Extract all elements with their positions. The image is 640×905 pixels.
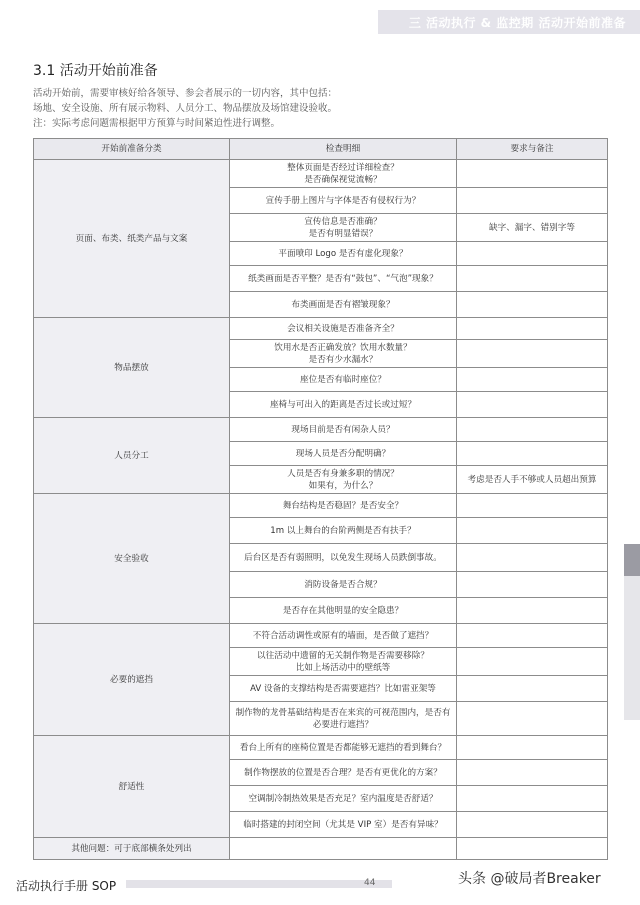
detail-cell [230, 736, 457, 760]
detail-cell [230, 786, 457, 812]
detail-cell [230, 188, 457, 214]
detail-cell [230, 242, 457, 266]
page-number: 44 [364, 878, 376, 888]
note-cell [457, 572, 608, 598]
category-cell: 必要的遮挡 [34, 624, 230, 736]
detail-cell [230, 392, 457, 418]
note-cell [457, 392, 608, 418]
detail-cell [230, 760, 457, 786]
side-tab-marker [624, 544, 640, 576]
footer-title: 活动执行手册 SOP [16, 879, 117, 893]
category-cell: 物品摆放 [34, 318, 230, 418]
detail-cell [230, 812, 457, 838]
note-cell [457, 624, 608, 648]
note-cell [457, 736, 608, 760]
intro-line: 注：实际考虑问题需根据甲方预算与时间紧迫性进行调整。 [33, 118, 281, 129]
detail-line: 人员是否有身兼多职的情况？ [287, 468, 399, 479]
note-cell [457, 812, 608, 838]
detail-line: 平面喷印 Logo 是否有虚化现象？ [278, 248, 408, 259]
category-cell: 人员分工 [34, 418, 230, 494]
detail-line: 消防设备是否合规？ [304, 579, 382, 590]
note-cell [457, 544, 608, 572]
intro-text [33, 86, 613, 131]
section-title: 3.1 活动开始前准备 [33, 63, 158, 79]
detail-cell [230, 292, 457, 318]
detail-cell [230, 648, 457, 676]
note-cell [457, 518, 608, 544]
detail-line: AV 设备的支撑结构是否需要遮挡？比如雷亚架等 [250, 683, 436, 694]
detail-cell [230, 266, 457, 292]
detail-cell [230, 598, 457, 624]
detail-line: 是否确保视觉流畅？ [304, 174, 382, 185]
header-details: 检查明细 [230, 139, 457, 160]
detail-line: 制作物摆放的位置是否合理？是否有更优化的方案？ [244, 767, 442, 778]
intro-line: 场地、安全设施、所有展示物料、人员分工、物品摆放及场馆建设验收。 [33, 103, 338, 114]
checklist-table [33, 138, 608, 860]
detail-line: 看台上所有的座椅位置是否都能够无遮挡的看到舞台？ [239, 742, 447, 753]
table-row [34, 160, 608, 188]
note-cell [457, 598, 608, 624]
table-header-row [34, 139, 608, 160]
watermark: 头条 @破局者Breaker [458, 871, 601, 887]
category-cell: 安全验收 [34, 494, 230, 624]
detail-line: 整体页面是否经过详细检查？ [287, 162, 399, 173]
detail-cell [230, 214, 457, 242]
detail-cell [230, 442, 457, 466]
chapter-header: 三 活动执行 & 监控期 活动开始前准备 [408, 16, 626, 30]
detail-line: 是否存在其他明显的安全隐患？ [282, 605, 404, 616]
note-cell [457, 702, 608, 736]
table-row [34, 318, 608, 340]
detail-line: 是否有少水漏水？ [308, 354, 378, 365]
detail-cell [230, 572, 457, 598]
detail-line: 布类画面是否有褶皱现象？ [291, 299, 395, 310]
detail-cell [230, 368, 457, 392]
detail-line: 饮用水是否正确发放？饮用水数量？ [274, 342, 412, 353]
note-cell [457, 760, 608, 786]
detail-line: 临时搭建的封闭空间（尤其是 VIP 室）是否有异味？ [243, 819, 443, 830]
table-row [34, 624, 608, 648]
detail-cell [230, 318, 457, 340]
detail-cell [230, 544, 457, 572]
header-notes: 要求与备注 [457, 139, 608, 160]
note-cell [457, 494, 608, 518]
detail-line: 座位是否有临时座位？ [300, 374, 386, 385]
detail-line: 1m 以上舞台的台阶两侧是否有扶手？ [270, 525, 416, 536]
detail-cell [230, 676, 457, 702]
note-cell [457, 266, 608, 292]
note-cell [457, 442, 608, 466]
detail-line: 是否有明显错误？ [308, 228, 378, 239]
table-row [34, 418, 608, 442]
other-row [34, 838, 608, 860]
detail-line: 制作物的龙骨基础结构是否在来宾的可视范围内，是否有 [235, 707, 451, 718]
detail-cell [230, 340, 457, 368]
intro-line: 活动开始前，需要审核好给各领导、参会者展示的一切内容，其中包括： [33, 88, 338, 99]
detail-line: 现场目前是否有闲杂人员？ [291, 424, 395, 435]
detail-line: 比如上场活动中的壁纸等 [295, 662, 391, 673]
detail-line: 后台区是否有弱照明，以免发生现场人员跌倒事故。 [244, 552, 442, 563]
detail-line: 舞台结构是否稳固？是否安全？ [282, 500, 404, 511]
note-cell: 缺字、漏字、错别字等 [457, 214, 608, 242]
detail-line: 如果有，为什么？ [308, 480, 378, 491]
note-cell: 考虑是否人手不够或人员超出预算 [457, 466, 608, 494]
detail-line: 以往活动中遗留的无关制作物是否需要移除？ [257, 650, 429, 661]
table-row [34, 494, 608, 518]
note-cell [457, 160, 608, 188]
detail-line: 不符合活动调性或原有的墙面，是否做了遮挡？ [252, 630, 434, 641]
detail-cell [230, 624, 457, 648]
detail-line: 必要进行遮挡？ [312, 719, 374, 730]
other-note-cell [457, 838, 608, 860]
detail-line: 宣传信息是否准确？ [304, 216, 382, 227]
detail-line: 空调制冷制热效果是否充足？室内温度是否舒适？ [248, 793, 438, 804]
table-row [34, 736, 608, 760]
detail-cell [230, 418, 457, 442]
detail-cell [230, 494, 457, 518]
note-cell [457, 340, 608, 368]
note-cell [457, 292, 608, 318]
header-category: 开始前准备分类 [34, 139, 230, 160]
note-cell [457, 676, 608, 702]
detail-line: 现场人员是否分配明确？ [295, 448, 391, 459]
note-cell [457, 648, 608, 676]
category-cell: 页面、布类、纸类产品与文案 [34, 160, 230, 318]
note-cell [457, 318, 608, 340]
detail-cell [230, 466, 457, 494]
category-cell: 舒适性 [34, 736, 230, 838]
detail-cell [230, 702, 457, 736]
detail-cell [230, 518, 457, 544]
other-detail-cell [230, 838, 457, 860]
note-cell [457, 418, 608, 442]
other-label-cell: 其他问题：可于底部横条处列出 [34, 838, 230, 860]
detail-line: 会议相关设施是否准备齐全？ [287, 323, 399, 334]
detail-cell [230, 160, 457, 188]
note-cell [457, 786, 608, 812]
detail-line: 宣传手册上图片与字体是否有侵权行为？ [265, 195, 421, 206]
detail-line: 纸类画面是否平整？是否有“鼓包”、“气泡”现象？ [248, 273, 438, 284]
detail-line: 座椅与可出入的距离是否过长或过短？ [269, 399, 417, 410]
note-cell [457, 368, 608, 392]
footer-bar [126, 880, 392, 888]
note-cell [457, 242, 608, 266]
note-cell [457, 188, 608, 214]
